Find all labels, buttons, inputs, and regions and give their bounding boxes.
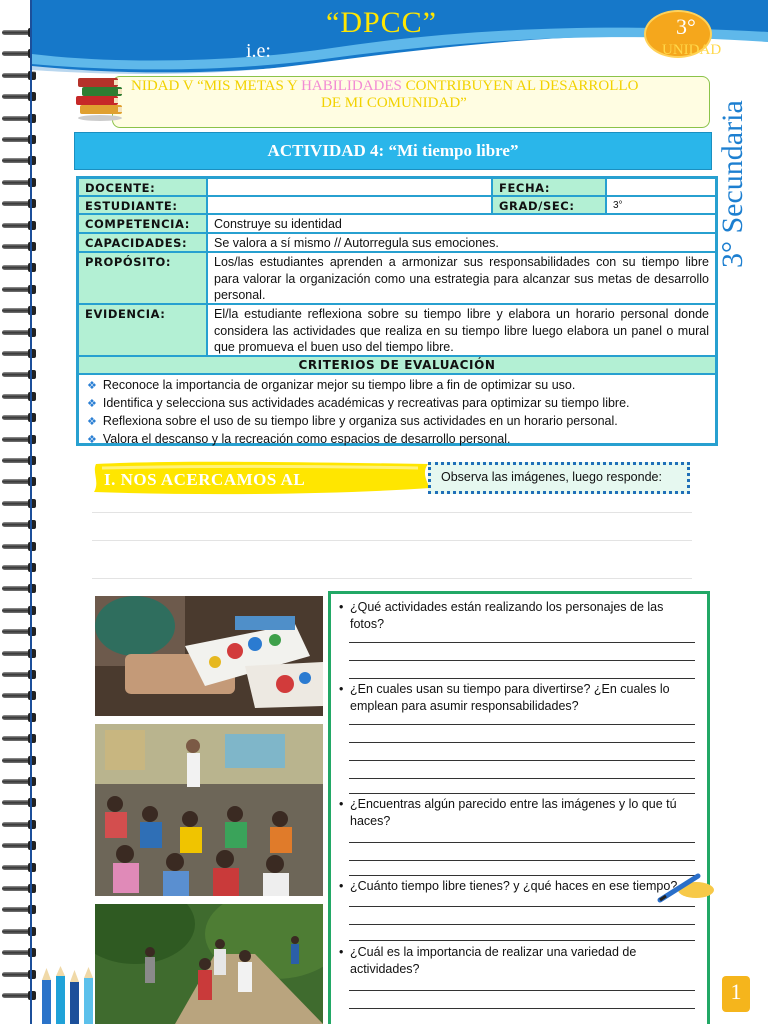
ruled-line [92, 540, 692, 541]
spiral-binding [0, 28, 40, 1018]
answer-line[interactable] [349, 793, 695, 794]
page-number-badge [722, 976, 750, 1012]
question-text: ¿Encuentras algún parecido entre las imágenes y lo que tú haces? [350, 797, 677, 828]
answer-line[interactable] [349, 1008, 695, 1009]
question-3 [339, 796, 687, 829]
criterio-item [87, 377, 707, 395]
ie-label: i.e: [246, 40, 271, 62]
diamond-bullet-icon: ❖ [87, 398, 97, 410]
competencia-value: Construye su identidad [207, 214, 716, 233]
grade-word: UNIDAD [662, 42, 722, 58]
instruction-text: Observa las imágenes, luego responde: [441, 470, 662, 484]
photo-painting-crafts [95, 596, 323, 716]
estudiante-label: ESTUDIANTE: [78, 196, 207, 214]
info-table [76, 176, 718, 446]
criterios-title: CRITERIOS DE EVALUACIÓN [78, 356, 716, 374]
gradsec-label: GRAD/SEC: [492, 196, 606, 214]
criterio-text: Valora el descanso y la recreación como espacios de desarrollo personal. [102, 432, 511, 446]
question-text: ¿Cuál es la importancia de realizar una variedad de actividades? [350, 945, 637, 976]
answer-line[interactable] [349, 778, 695, 779]
pencils-icon [36, 966, 100, 1024]
books-icon [74, 72, 128, 122]
side-title: 3° Secundaria [716, 100, 749, 268]
criterio-item [87, 413, 707, 431]
diamond-bullet-icon: ❖ [87, 434, 97, 446]
diamond-bullet-icon: ❖ [87, 416, 97, 428]
answer-line[interactable] [349, 724, 695, 725]
answer-line[interactable] [349, 642, 695, 643]
questions-box [328, 591, 710, 1024]
school-name: “DPCC” [326, 6, 437, 39]
docente-field[interactable] [207, 178, 492, 196]
pen-icon [656, 870, 716, 904]
fecha-label: FECHA: [492, 178, 606, 196]
proposito-label: PROPÓSITO: [78, 252, 207, 304]
ruled-line [92, 578, 692, 579]
answer-line[interactable] [349, 875, 695, 876]
gradsec-field[interactable]: 3° [606, 196, 716, 214]
activity-title: ACTIVIDAD 4: “Mi tiempo libre” [267, 141, 519, 160]
question-1 [339, 599, 687, 632]
question-5 [339, 944, 687, 977]
page-number: 1 [730, 979, 742, 1004]
answer-line[interactable] [349, 760, 695, 761]
evidencia-label: EVIDENCIA: [78, 304, 207, 356]
unit-title-line1 [131, 78, 638, 95]
capacidades-label: CAPACIDADES: [78, 233, 207, 252]
bullet-icon: • [339, 682, 344, 696]
grade-number: 3° [676, 14, 696, 39]
answer-line[interactable] [349, 906, 695, 907]
criterios-list [78, 374, 716, 444]
criterio-text: Reconoce la importancia de organizar mejor su tiempo libre a fin de optimizar su uso. [102, 378, 576, 392]
estudiante-field[interactable] [207, 196, 492, 214]
activity-banner [74, 132, 712, 170]
docente-label: DOCENTE: [78, 178, 207, 196]
bullet-icon: • [339, 879, 344, 893]
answer-line[interactable] [349, 742, 695, 743]
proposito-value: Los/las estudiantes aprenden a armonizar sus responsabilidades con su tiempo libre para valorar la organización como una estrategia para alcanzar sus metas de desarrollo personal. [207, 252, 716, 304]
unit-title-line2: DE MI COMUNIDAD” [321, 95, 467, 111]
criterio-item [87, 395, 707, 413]
unit-habilidades: HABILIDADES [301, 78, 402, 94]
unit-prefix: NIDAD V “ [131, 78, 204, 94]
photo-classroom-group [95, 724, 323, 896]
competencia-label: COMPETENCIA: [78, 214, 207, 233]
unit-mis-metas: MIS METAS Y [203, 78, 302, 94]
question-text: ¿Qué actividades están realizando los personajes de las fotos? [350, 600, 664, 631]
bullet-icon: • [339, 600, 344, 614]
photo-hiking-group [95, 904, 323, 1024]
diamond-bullet-icon: ❖ [87, 380, 97, 392]
ruled-line [92, 512, 692, 513]
question-4 [339, 878, 687, 895]
question-text: ¿En cuales usan su tiempo para divertirse? ¿En cuales lo emplean para asumir responsabilidades? [350, 682, 670, 713]
answer-line[interactable] [349, 842, 695, 843]
criterio-text: Reflexiona sobre el uso de su tiempo libre y organiza sus actividades en un horario personal. [102, 414, 618, 428]
bullet-icon: • [339, 797, 344, 811]
fecha-field[interactable] [606, 178, 716, 196]
evidencia-value: El/la estudiante reflexiona sobre su tiempo libre y elabora un horario personal donde considera las actividades que realiza en su tiempo libre luego elabora un panel o mural que promueva el buen uso del tiempo libre. [207, 304, 716, 356]
capacidades-value: Se valora a sí mismo // Autorregula sus emociones. [207, 233, 716, 252]
answer-line[interactable] [349, 940, 695, 941]
question-text: ¿Cuánto tiempo libre tienes? y ¿qué haces en ese tiempo? [350, 879, 678, 893]
bullet-icon: • [339, 945, 344, 959]
unit-rest: CONTRIBUYEN AL DESARROLLO [401, 78, 639, 94]
answer-line[interactable] [349, 990, 695, 991]
answer-line[interactable] [349, 660, 695, 661]
answer-line[interactable] [349, 860, 695, 861]
answer-line[interactable] [349, 924, 695, 925]
unit-title-box [112, 76, 710, 128]
instruction-box [428, 462, 690, 494]
answer-line[interactable] [349, 678, 695, 679]
section-title: I. NOS ACERCAMOS AL [104, 470, 306, 489]
page-edge [30, 0, 32, 1024]
question-2 [339, 681, 687, 714]
criterio-text: Identifica y selecciona sus actividades académicas y recreativas para optimizar su tiempo libre. [102, 396, 630, 410]
criterio-item [87, 431, 707, 449]
